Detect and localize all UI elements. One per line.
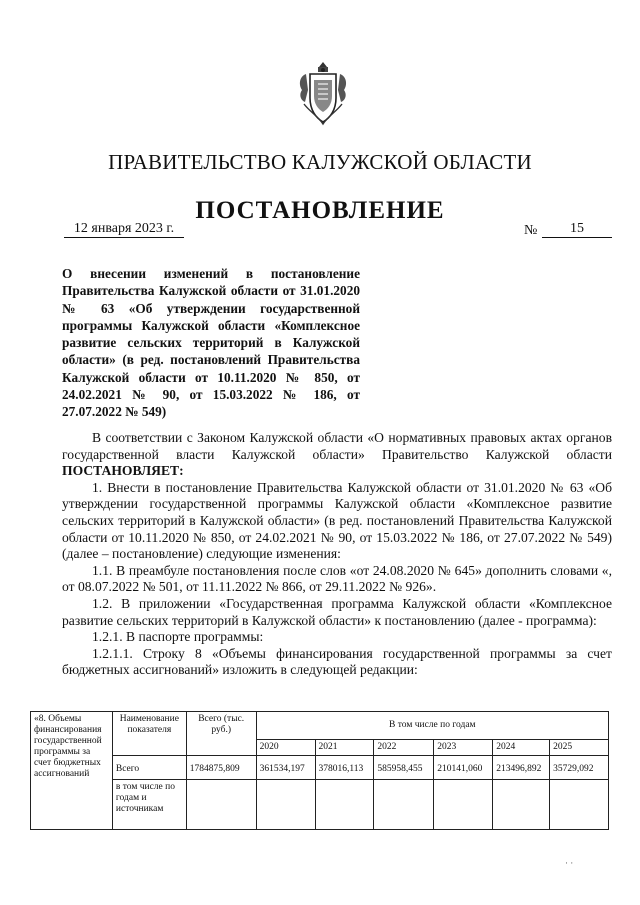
- year-header: 2025: [550, 740, 609, 756]
- row-value: 210141,060: [434, 756, 493, 780]
- row-total: [186, 780, 256, 830]
- row-name: в том числе по годам и источникам: [112, 780, 186, 830]
- row-value: [493, 780, 550, 830]
- intro-text: В соответствии с Законом Калужской области «О нормативных правовых актах органов государственной власти Калужской области» Правительство Калужской области: [62, 430, 612, 462]
- year-header: 2023: [434, 740, 493, 756]
- by-years-header: В том числе по годам: [256, 712, 608, 740]
- row-value: [434, 780, 493, 830]
- paragraph-1-1: 1.1. В преамбуле постановления после слов «от 24.08.2020 № 645» дополнить словами «, от 08.07.2022 № 501, от 11.11.2022 № 866, от 29.11.2022 № 926».: [62, 562, 612, 595]
- total-header: Всего (тыс. руб.): [186, 712, 256, 756]
- table-row: [31, 780, 609, 830]
- row-name: Всего: [112, 756, 186, 780]
- document-body: [62, 430, 612, 679]
- intro-paragraph: [62, 430, 612, 480]
- document-number-label: №: [524, 223, 538, 238]
- government-title: ПРАВИТЕЛЬСТВО КАЛУЖСКОЙ ОБЛАСТИ: [108, 150, 532, 174]
- paragraph-1-2-1: 1.2.1. В паспорте программы:: [92, 629, 264, 645]
- paragraph-1-2: 1.2. В приложении «Государственная программа Калужской области «Комплексное развитие сельских территорий в Калужской области» к постановлению (далее - программа):: [62, 595, 612, 628]
- document-date: 12 января 2023 г.: [64, 221, 184, 238]
- row-value: [374, 780, 434, 830]
- row-total: 1784875,809: [186, 756, 256, 780]
- indicator-header: Наименование показателя: [112, 712, 186, 756]
- financing-table: [30, 711, 609, 830]
- year-header: 2022: [374, 740, 434, 756]
- document-number: 15: [542, 221, 612, 238]
- row-value: 585958,455: [374, 756, 434, 780]
- row-value: [315, 780, 374, 830]
- coat-of-arms-emblem: [296, 60, 350, 128]
- row-value: 378016,113: [315, 756, 374, 780]
- paragraph-1: 1. Внести в постановление Правительства Калужской области от 31.01.2020 № 63 «Об утверждении государственной программы Калужской области «Комплексное развитие сельских территорий в Калужской области» (в ред. постановлений Правительства Калужской области от 10.11.2020 № 850, от 24.02.2021 № 90, от 15.03.2022 № 186, от 27.07.2022 № 549) (далее – постановление) следующие изменения:: [62, 479, 612, 562]
- paragraph-1-2-1-1: 1.2.1.1. Строку 8 «Объемы финансирования государственной программы за счет бюджетных ассигнований» изложить в следующей редакции:: [62, 645, 612, 678]
- document-type-title: ПОСТАНОВЛЕНИЕ: [195, 197, 445, 224]
- year-header: 2020: [256, 740, 315, 756]
- resolves-word: ПОСТАНОВЛЯЕТ:: [62, 463, 184, 479]
- row-value: 361534,197: [256, 756, 315, 780]
- footer-mark: · ·: [565, 858, 574, 868]
- row-value: [256, 780, 315, 830]
- year-header: 2024: [493, 740, 550, 756]
- row-value: 213496,892: [493, 756, 550, 780]
- document-subject: О внесении изменений в постановление Правительства Калужской области от 31.01.2020 № 63 «Об утверждении государственной программы Калужской области «Комплексное развитие сельских территорий в Калужской области» (в ред. постановлений Правительства Калужской области от 10.11.2020 № 850, от 24.02.2021 № 90, от 15.03.2022 № 186, от 27.07.2022 № 549): [62, 266, 360, 420]
- row-value: [550, 780, 609, 830]
- year-header: 2021: [315, 740, 374, 756]
- table-row: [31, 756, 609, 780]
- financing-row-label: «8. Объемы финансирования государственной программы за счет бюджетных ассигнований: [31, 712, 113, 830]
- row-value: 35729,092: [550, 756, 609, 780]
